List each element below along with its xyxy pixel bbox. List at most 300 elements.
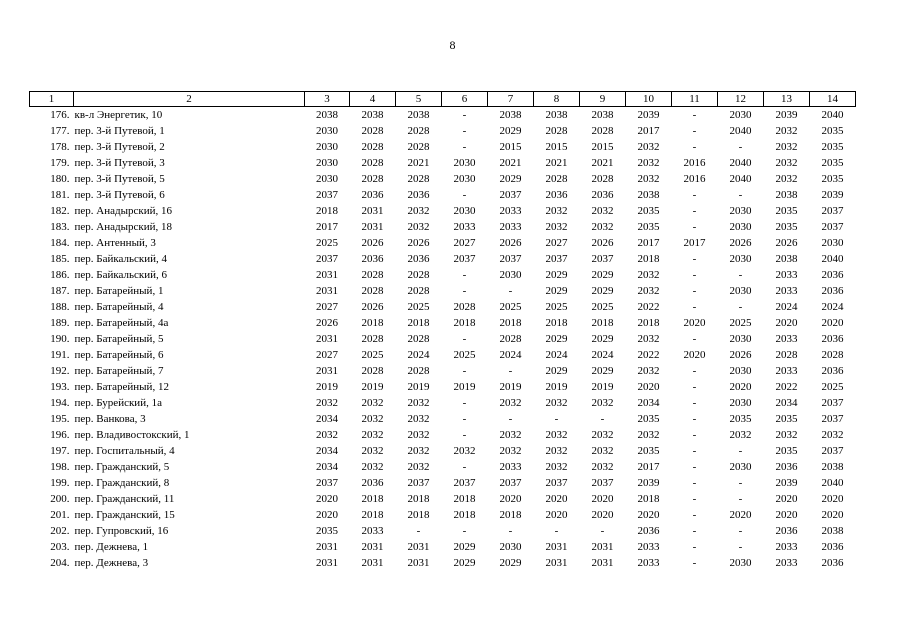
row-number: 202. xyxy=(50,525,70,537)
table-row xyxy=(30,443,856,459)
address-cell: пер. Батарейный, 1 xyxy=(74,285,164,297)
value-cell-col-3: 2031 xyxy=(316,285,338,297)
value-cell-col-10: 2018 xyxy=(637,317,660,329)
value-cell-col-12: - xyxy=(738,269,743,281)
address-cell: пер. Гражданский, 11 xyxy=(74,493,175,505)
value-cell-col-9: - xyxy=(600,525,605,537)
table-row xyxy=(30,475,856,491)
value-cell-col-13: 2024 xyxy=(775,301,798,313)
value-cell-col-13: 2038 xyxy=(775,253,798,265)
value-cell-col-13: 2032 xyxy=(775,173,798,185)
value-cell-col-14: 2035 xyxy=(821,125,844,137)
row-number: 196. xyxy=(50,429,70,441)
row-number: 204. xyxy=(50,557,70,569)
value-cell-col-14: 2037 xyxy=(821,397,844,409)
value-cell-col-5: 2018 xyxy=(407,509,430,521)
value-cell-col-8: 2031 xyxy=(545,557,568,569)
table-row xyxy=(30,507,856,523)
value-cell-col-14: 2024 xyxy=(821,301,844,313)
value-cell-col-4: 2018 xyxy=(361,317,384,329)
value-cell-col-10: 2032 xyxy=(637,365,660,377)
value-cell-col-9: 2028 xyxy=(591,125,614,137)
value-cell-col-3: 2030 xyxy=(316,141,338,153)
value-cell-col-6: - xyxy=(462,125,467,137)
value-cell-col-14: 2040 xyxy=(821,253,844,265)
column-header-4: 4 xyxy=(350,92,396,107)
value-cell-col-13: 2035 xyxy=(775,413,798,425)
address-cell: кв-л Энергетик, 10 xyxy=(74,109,163,121)
value-cell-col-12: - xyxy=(738,541,743,553)
value-cell-col-13: 2020 xyxy=(775,509,798,521)
value-cell-col-13: 2032 xyxy=(775,125,798,137)
row-number: 201. xyxy=(50,509,70,521)
value-cell-col-4: 2032 xyxy=(361,429,384,441)
value-cell-col-7: 2038 xyxy=(499,109,522,121)
value-cell-col-8: 2032 xyxy=(545,221,568,233)
value-cell-col-10: 2020 xyxy=(637,381,660,393)
value-cell-col-12: 2020 xyxy=(729,381,752,393)
value-cell-col-3: 2034 xyxy=(316,461,338,473)
value-cell-col-11: - xyxy=(692,381,697,393)
value-cell-col-13: 2032 xyxy=(775,429,798,441)
value-cell-col-5: 2028 xyxy=(407,333,430,345)
value-cell-col-3: 2020 xyxy=(316,509,338,521)
row-number: 176. xyxy=(50,109,70,121)
value-cell-col-3: 2030 xyxy=(316,173,338,185)
value-cell-col-8: 2024 xyxy=(545,349,568,361)
header-row xyxy=(30,92,856,107)
value-cell-col-5: 2032 xyxy=(407,461,430,473)
value-cell-col-5: 2018 xyxy=(407,493,430,505)
value-cell-col-9: 2037 xyxy=(591,477,614,489)
row-number: 189. xyxy=(50,317,70,329)
value-cell-col-14: 2036 xyxy=(821,557,844,569)
address-cell: пер. Ванкова, 3 xyxy=(74,413,146,425)
value-cell-col-9: 2021 xyxy=(591,157,614,169)
row-number: 191. xyxy=(50,349,70,361)
row-number: 194. xyxy=(50,397,70,409)
column-header-5: 5 xyxy=(396,92,442,107)
value-cell-col-10: 2036 xyxy=(637,525,660,537)
value-cell-col-5: 2024 xyxy=(407,349,430,361)
row-number: 192. xyxy=(50,365,70,377)
value-cell-col-9: 2015 xyxy=(591,141,614,153)
value-cell-col-8: 2032 xyxy=(545,445,568,457)
row-number: 181. xyxy=(50,189,70,201)
value-cell-col-7: 2037 xyxy=(499,189,522,201)
value-cell-col-11: - xyxy=(692,301,697,313)
value-cell-col-12: 2032 xyxy=(729,429,752,441)
value-cell-col-9: 2024 xyxy=(591,349,614,361)
value-cell-col-14: 2037 xyxy=(821,413,844,425)
column-header-8: 8 xyxy=(534,92,580,107)
value-cell-col-7: 2018 xyxy=(499,509,522,521)
address-cell: пер. 3-й Путевой, 6 xyxy=(74,189,165,201)
page-number: 8 xyxy=(449,38,456,52)
value-cell-col-10: 2018 xyxy=(637,493,660,505)
value-cell-col-14: 2036 xyxy=(821,333,844,345)
value-cell-col-12: - xyxy=(738,189,743,201)
value-cell-col-14: 2028 xyxy=(821,349,844,361)
value-cell-col-5: 2032 xyxy=(407,205,430,217)
value-cell-col-7: 2029 xyxy=(499,173,522,185)
value-cell-col-12: - xyxy=(738,493,743,505)
value-cell-col-9: 2029 xyxy=(591,333,614,345)
value-cell-col-13: 2032 xyxy=(775,141,798,153)
value-cell-col-7: 2025 xyxy=(499,301,522,313)
value-cell-col-3: 2031 xyxy=(316,557,338,569)
value-cell-col-13: 2035 xyxy=(775,205,798,217)
value-cell-col-6: 2030 xyxy=(453,157,476,169)
value-cell-col-4: 2028 xyxy=(361,125,384,137)
value-cell-col-4: 2028 xyxy=(361,173,384,185)
value-cell-col-13: 2036 xyxy=(775,461,798,473)
value-cell-col-5: 2032 xyxy=(407,397,430,409)
value-cell-col-6: - xyxy=(462,189,467,201)
value-cell-col-10: 2017 xyxy=(637,461,660,473)
row-number: 203. xyxy=(50,541,70,553)
value-cell-col-14: 2036 xyxy=(821,365,844,377)
table-row xyxy=(30,555,856,571)
value-cell-col-5: 2028 xyxy=(407,173,430,185)
value-cell-col-3: 2019 xyxy=(316,381,338,393)
table-row xyxy=(30,379,856,395)
value-cell-col-3: 2020 xyxy=(316,493,338,505)
value-cell-col-9: 2032 xyxy=(591,221,614,233)
value-cell-col-13: 2033 xyxy=(775,541,798,553)
value-cell-col-6: - xyxy=(462,429,467,441)
value-cell-col-10: 2022 xyxy=(637,301,660,313)
value-cell-col-9: 2032 xyxy=(591,445,614,457)
value-cell-col-10: 2035 xyxy=(637,413,660,425)
value-cell-col-11: - xyxy=(692,333,697,345)
value-cell-col-4: 2036 xyxy=(361,253,384,265)
value-cell-col-10: 2017 xyxy=(637,125,660,137)
value-cell-col-9: 2032 xyxy=(591,461,614,473)
value-cell-col-14: 2037 xyxy=(821,445,844,457)
value-cell-col-8: 2019 xyxy=(545,381,568,393)
table-row xyxy=(30,171,856,187)
value-cell-col-12: - xyxy=(738,445,743,457)
value-cell-col-11: - xyxy=(692,493,697,505)
value-cell-col-6: 2033 xyxy=(453,221,476,233)
value-cell-col-8: 2028 xyxy=(545,125,568,137)
value-cell-col-14: 2039 xyxy=(821,189,844,201)
value-cell-col-5: 2028 xyxy=(407,269,430,281)
value-cell-col-7: 2033 xyxy=(499,205,522,217)
value-cell-col-3: 2032 xyxy=(316,429,338,441)
value-cell-col-10: 2032 xyxy=(637,285,660,297)
value-cell-col-7: 2030 xyxy=(499,541,522,553)
value-cell-col-13: 2033 xyxy=(775,285,798,297)
row-number: 179. xyxy=(50,157,70,169)
value-cell-col-3: 2026 xyxy=(316,317,338,329)
value-cell-col-13: 2039 xyxy=(775,477,798,489)
value-cell-col-11: - xyxy=(692,477,697,489)
address-cell: пер. Батарейный, 6 xyxy=(74,349,164,361)
table-row xyxy=(30,331,856,347)
value-cell-col-8: 2032 xyxy=(545,205,568,217)
value-cell-col-8: 2037 xyxy=(545,253,568,265)
value-cell-col-14: 2020 xyxy=(821,509,844,521)
value-cell-col-7: - xyxy=(508,285,513,297)
value-cell-col-3: 2031 xyxy=(316,269,338,281)
value-cell-col-11: 2020 xyxy=(683,317,706,329)
value-cell-col-7: 2032 xyxy=(499,397,522,409)
value-cell-col-9: 2032 xyxy=(591,397,614,409)
value-cell-col-12: 2025 xyxy=(729,317,752,329)
value-cell-col-4: 2028 xyxy=(361,285,384,297)
value-cell-col-9: 2029 xyxy=(591,269,614,281)
value-cell-col-7: 2019 xyxy=(499,381,522,393)
value-cell-col-6: 2025 xyxy=(453,349,476,361)
value-cell-col-9: 2037 xyxy=(591,253,614,265)
value-cell-col-11: 2016 xyxy=(683,157,706,169)
value-cell-col-4: 2031 xyxy=(361,221,384,233)
row-number: 182. xyxy=(50,205,70,217)
value-cell-col-9: 2032 xyxy=(591,429,614,441)
value-cell-col-11: - xyxy=(692,509,697,521)
value-cell-col-14: 2038 xyxy=(821,525,844,537)
value-cell-col-8: 2038 xyxy=(545,109,568,121)
value-cell-col-9: 2029 xyxy=(591,365,614,377)
value-cell-col-13: 2039 xyxy=(775,109,798,121)
value-cell-col-11: 2020 xyxy=(683,349,706,361)
value-cell-col-9: 2019 xyxy=(591,381,614,393)
value-cell-col-5: 2031 xyxy=(407,557,430,569)
value-cell-col-14: 2036 xyxy=(821,285,844,297)
value-cell-col-6: 2030 xyxy=(453,173,476,185)
value-cell-col-13: 2034 xyxy=(775,397,798,409)
address-cell: пер. Дежнева, 3 xyxy=(74,557,149,569)
value-cell-col-7: 2029 xyxy=(499,125,522,137)
value-cell-col-6: - xyxy=(462,141,467,153)
value-cell-col-14: 2037 xyxy=(821,205,844,217)
value-cell-col-12: 2030 xyxy=(729,221,752,233)
value-cell-col-7: 2029 xyxy=(499,557,522,569)
value-cell-col-7: 2026 xyxy=(499,237,522,249)
value-cell-col-13: 2033 xyxy=(775,557,798,569)
value-cell-col-13: 2035 xyxy=(775,221,798,233)
value-cell-col-10: 2035 xyxy=(637,221,660,233)
value-cell-col-10: 2039 xyxy=(637,477,660,489)
value-cell-col-6: - xyxy=(462,109,467,121)
value-cell-col-14: 2020 xyxy=(821,317,844,329)
value-cell-col-6: 2018 xyxy=(453,317,476,329)
table-row xyxy=(30,155,856,171)
value-cell-col-3: 2025 xyxy=(316,237,338,249)
value-cell-col-5: 2032 xyxy=(407,445,430,457)
value-cell-col-3: 2030 xyxy=(316,125,338,137)
value-cell-col-3: 2017 xyxy=(316,221,338,233)
address-cell: пер. Гражданский, 15 xyxy=(74,509,175,521)
value-cell-col-5: - xyxy=(416,525,421,537)
value-cell-col-10: 2032 xyxy=(637,157,660,169)
data-table xyxy=(29,91,856,571)
value-cell-col-8: 2036 xyxy=(545,189,568,201)
value-cell-col-11: - xyxy=(692,413,697,425)
address-cell: пер. Гражданский, 8 xyxy=(74,477,170,489)
value-cell-col-10: 2038 xyxy=(637,189,660,201)
value-cell-col-6: - xyxy=(462,333,467,345)
value-cell-col-12: 2030 xyxy=(729,557,752,569)
value-cell-col-4: 2028 xyxy=(361,157,384,169)
value-cell-col-9: 2031 xyxy=(591,541,614,553)
value-cell-col-11: - xyxy=(692,429,697,441)
value-cell-col-6: 2030 xyxy=(453,205,476,217)
value-cell-col-10: 2035 xyxy=(637,205,660,217)
value-cell-col-7: - xyxy=(508,365,513,377)
value-cell-col-8: 2021 xyxy=(545,157,568,169)
address-cell: пер. 3-й Путевой, 3 xyxy=(74,157,165,169)
value-cell-col-6: 2029 xyxy=(453,557,476,569)
value-cell-col-11: - xyxy=(692,461,697,473)
value-cell-col-9: 2028 xyxy=(591,173,614,185)
row-number: 199. xyxy=(50,477,70,489)
value-cell-col-5: 2032 xyxy=(407,413,430,425)
value-cell-col-4: 2038 xyxy=(361,109,384,121)
value-cell-col-6: 2028 xyxy=(453,301,476,313)
address-cell: пер. Батарейный, 7 xyxy=(74,365,164,377)
value-cell-col-10: 2034 xyxy=(637,397,660,409)
value-cell-col-5: 2036 xyxy=(407,253,430,265)
row-number: 200. xyxy=(50,493,70,505)
value-cell-col-14: 2038 xyxy=(821,461,844,473)
table-row xyxy=(30,187,856,203)
value-cell-col-9: 2029 xyxy=(591,285,614,297)
value-cell-col-6: 2027 xyxy=(453,237,476,249)
value-cell-col-6: - xyxy=(462,285,467,297)
address-cell: пер. Анадырский, 16 xyxy=(74,205,172,217)
value-cell-col-5: 2032 xyxy=(407,221,430,233)
value-cell-col-10: 2032 xyxy=(637,429,660,441)
value-cell-col-6: 2037 xyxy=(453,477,476,489)
row-number: 198. xyxy=(50,461,70,473)
value-cell-col-8: 2018 xyxy=(545,317,568,329)
value-cell-col-13: 2033 xyxy=(775,365,798,377)
value-cell-col-11: - xyxy=(692,205,697,217)
value-cell-col-8: - xyxy=(554,413,559,425)
address-cell: пер. Батарейный, 4 xyxy=(74,301,164,313)
table-row xyxy=(30,203,856,219)
value-cell-col-4: 2028 xyxy=(361,269,384,281)
value-cell-col-9: 2038 xyxy=(591,109,614,121)
value-cell-col-6: 2019 xyxy=(453,381,476,393)
value-cell-col-7: - xyxy=(508,525,513,537)
value-cell-col-8: 2029 xyxy=(545,365,568,377)
value-cell-col-4: 2036 xyxy=(361,477,384,489)
value-cell-col-5: 2028 xyxy=(407,125,430,137)
value-cell-col-3: 2031 xyxy=(316,541,338,553)
row-number: 187. xyxy=(50,285,70,297)
value-cell-col-6: - xyxy=(462,397,467,409)
value-cell-col-7: 2020 xyxy=(499,493,522,505)
value-cell-col-9: 2020 xyxy=(591,493,614,505)
value-cell-col-13: 2026 xyxy=(775,237,798,249)
value-cell-col-6: - xyxy=(462,365,467,377)
value-cell-col-3: 2035 xyxy=(316,525,338,537)
value-cell-col-5: 2021 xyxy=(407,157,430,169)
table-row xyxy=(30,395,856,411)
row-number: 183. xyxy=(50,221,70,233)
address-cell: пер. Госпитальный, 4 xyxy=(74,445,175,457)
address-cell: пер. Байкальский, 4 xyxy=(74,253,168,265)
value-cell-col-13: 2038 xyxy=(775,189,798,201)
value-cell-col-7: 2021 xyxy=(499,157,522,169)
value-cell-col-12: 2030 xyxy=(729,365,752,377)
address-cell: пер. Бурейский, 1а xyxy=(74,397,162,409)
value-cell-col-10: 2018 xyxy=(637,253,660,265)
value-cell-col-4: 2018 xyxy=(361,493,384,505)
value-cell-col-8: 2028 xyxy=(545,173,568,185)
value-cell-col-5: 2028 xyxy=(407,141,430,153)
value-cell-col-12: 2030 xyxy=(729,285,752,297)
value-cell-col-5: 2032 xyxy=(407,429,430,441)
value-cell-col-14: 2032 xyxy=(821,429,844,441)
column-header-14: 14 xyxy=(810,92,856,107)
value-cell-col-10: 2032 xyxy=(637,173,660,185)
value-cell-col-6: 2032 xyxy=(453,445,476,457)
value-cell-col-6: 2018 xyxy=(453,493,476,505)
value-cell-col-6: 2018 xyxy=(453,509,476,521)
value-cell-col-14: 2040 xyxy=(821,477,844,489)
column-header-3: 3 xyxy=(305,92,350,107)
value-cell-col-13: 2036 xyxy=(775,525,798,537)
value-cell-col-5: 2025 xyxy=(407,301,430,313)
value-cell-col-8: - xyxy=(554,525,559,537)
value-cell-col-5: 2026 xyxy=(407,237,430,249)
value-cell-col-13: 2020 xyxy=(775,317,798,329)
value-cell-col-9: 2036 xyxy=(591,189,614,201)
value-cell-col-12: 2040 xyxy=(729,173,752,185)
value-cell-col-4: 2032 xyxy=(361,445,384,457)
row-number: 180. xyxy=(50,173,70,185)
table-row xyxy=(30,283,856,299)
row-number: 178. xyxy=(50,141,70,153)
value-cell-col-9: 2020 xyxy=(591,509,614,521)
column-header-12: 12 xyxy=(718,92,764,107)
value-cell-col-3: 2034 xyxy=(316,445,338,457)
row-number: 186. xyxy=(50,269,70,281)
table-row xyxy=(30,139,856,155)
value-cell-col-7: 2033 xyxy=(499,461,522,473)
table-row xyxy=(30,523,856,539)
value-cell-col-3: 2031 xyxy=(316,365,338,377)
value-cell-col-4: 2025 xyxy=(361,349,384,361)
value-cell-col-14: 2040 xyxy=(821,109,844,121)
value-cell-col-9: 2026 xyxy=(591,237,614,249)
value-cell-col-12: - xyxy=(738,477,743,489)
column-header-11: 11 xyxy=(672,92,718,107)
value-cell-col-13: 2032 xyxy=(775,157,798,169)
value-cell-col-11: - xyxy=(692,125,697,137)
table-row xyxy=(30,251,856,267)
value-cell-col-12: 2040 xyxy=(729,157,752,169)
table-row xyxy=(30,123,856,139)
value-cell-col-9: 2025 xyxy=(591,301,614,313)
value-cell-col-12: 2026 xyxy=(729,237,752,249)
value-cell-col-4: 2032 xyxy=(361,413,384,425)
value-cell-col-11: - xyxy=(692,189,697,201)
column-header-2: 2 xyxy=(74,92,305,107)
value-cell-col-4: 2026 xyxy=(361,301,384,313)
value-cell-col-9: 2031 xyxy=(591,557,614,569)
value-cell-col-13: 2033 xyxy=(775,269,798,281)
value-cell-col-13: 2028 xyxy=(775,349,798,361)
value-cell-col-12: 2030 xyxy=(729,109,752,121)
value-cell-col-4: 2026 xyxy=(361,237,384,249)
value-cell-col-5: 2036 xyxy=(407,189,430,201)
